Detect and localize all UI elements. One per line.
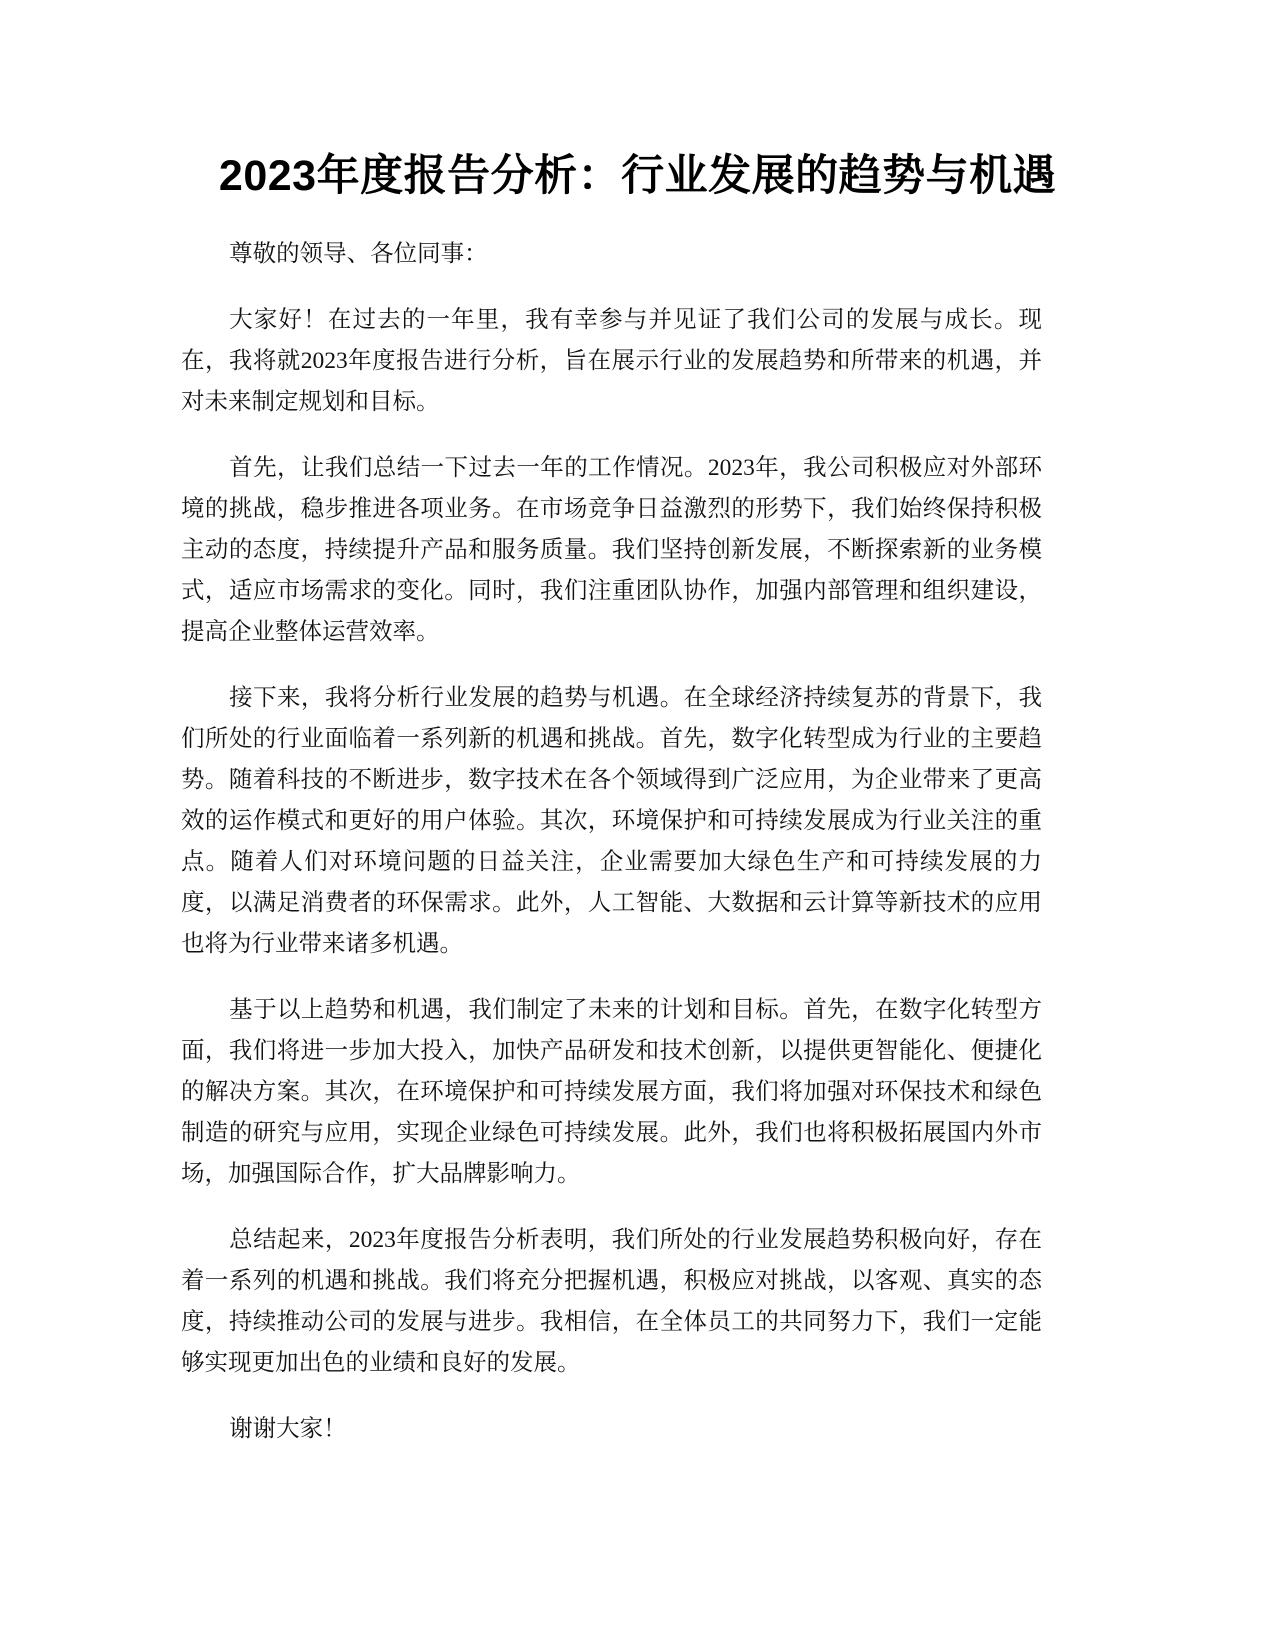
- work-summary-paragraph: 首先，让我们总结一下过去一年的工作情况。2023年，我公司积极应对外部环境的挑战，稳步推进各项业务。在市场竞争日益激烈的形势下，我们始终保持积极主动的态度，持续提升产品和服务质量。我们坚持创新发展，不断探索新的业务模式，适应市场需求的变化。同时，我们注重团队协作，加强内部管理和组织建设，提高企业整体运营效率。: [181, 455, 1042, 645]
- salutation-paragraph: 尊敬的领导、各位同事：: [229, 241, 488, 267]
- document-title: 2023年度报告分析：行业发展的趋势与机遇: [218, 152, 1057, 200]
- closing-paragraph: 谢谢大家！: [229, 1416, 347, 1442]
- industry-trends-paragraph: 接下来，我将分析行业发展的趋势与机遇。在全球经济持续复苏的背景下，我们所处的行业面临着一系列新的机遇和挑战。首先，数字化转型成为行业的主要趋势。随着科技的不断进步，数字技术在各个领域得到广泛应用，为企业带来了更高效的运作模式和更好的用户体验。其次，环境保护和可持续发展成为行业关注的重点。随着人们对环境问题的日益关注，企业需要加大绿色生产和可持续发展的力度，以满足消费者的环保需求。此外，人工智能、大数据和云计算等新技术的应用也将为行业带来诸多机遇。: [181, 685, 1042, 957]
- document-body: [181, 234, 1042, 1475]
- conclusion-paragraph: 总结起来，2023年度报告分析表明，我们所处的行业发展趋势积极向好，存在着一系列的机遇和挑战。我们将充分把握机遇，积极应对挑战，以客观、真实的态度，持续推动公司的发展与进步。我相信，在全体员工的共同努力下，我们一定能够实现更加出色的业绩和良好的发展。: [181, 1227, 1042, 1376]
- future-plans-paragraph: 基于以上趋势和机遇，我们制定了未来的计划和目标。首先，在数字化转型方面，我们将进一步加大投入，加快产品研发和技术创新，以提供更智能化、便捷化的解决方案。其次，在环境保护和可持续发展方面，我们将加强对环保技术和绿色制造的研究与应用，实现企业绿色可持续发展。此外，我们也将积极拓展国内外市场，加强国际合作，扩大品牌影响力。: [181, 997, 1042, 1187]
- intro-paragraph: 大家好！在过去的一年里，我有幸参与并见证了我们公司的发展与成长。现在，我将就2023年度报告进行分析，旨在展示行业的发展趋势和所带来的机遇，并对未来制定规划和目标。: [181, 307, 1042, 415]
